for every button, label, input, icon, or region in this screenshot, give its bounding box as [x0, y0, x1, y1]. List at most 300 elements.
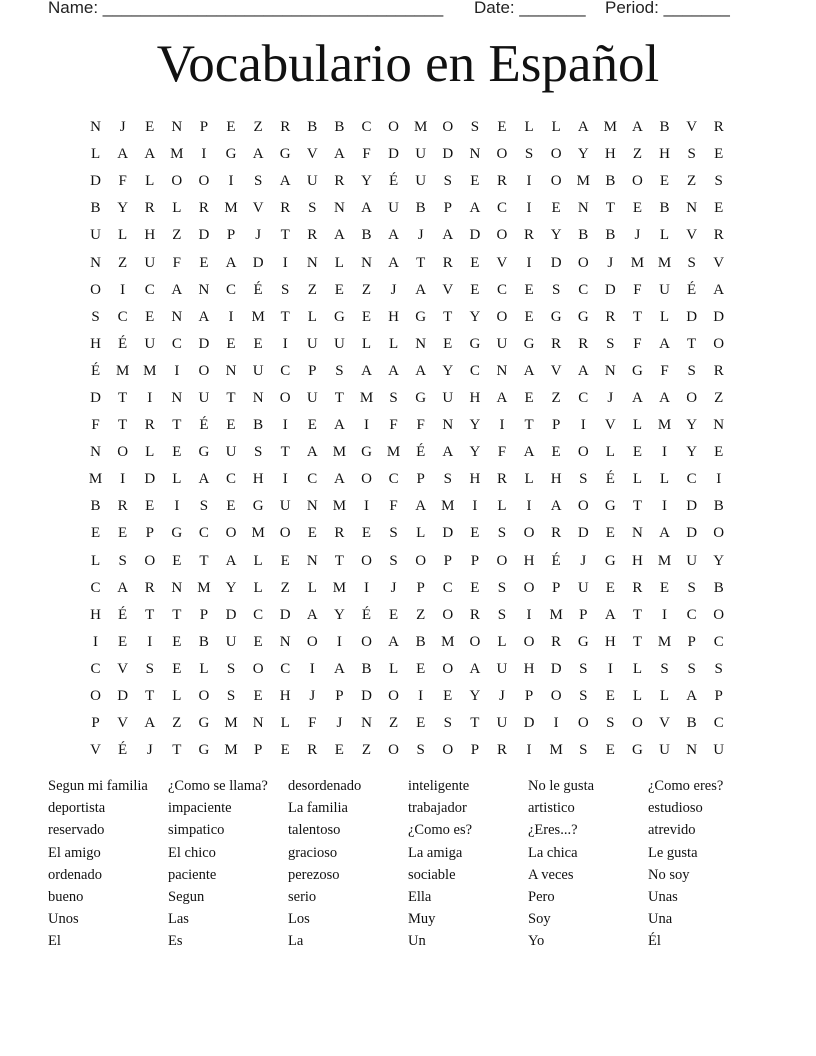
grid-letter[interactable]: L — [172, 688, 182, 705]
grid-letter[interactable]: G — [550, 308, 562, 325]
grid-letter[interactable]: A — [333, 471, 345, 488]
grid-letter[interactable]: R — [442, 254, 453, 271]
grid-letter[interactable]: E — [443, 335, 453, 352]
grid-letter[interactable]: R — [280, 119, 291, 136]
grid-letter[interactable]: H — [550, 471, 562, 488]
grid-letter[interactable]: S — [281, 281, 290, 298]
grid-letter[interactable]: E — [470, 281, 480, 298]
grid-letter[interactable]: R — [713, 227, 724, 244]
grid-letter[interactable]: O — [523, 525, 535, 542]
grid-letter[interactable]: O — [713, 335, 725, 352]
grid-letter[interactable]: S — [551, 281, 561, 298]
grid-letter[interactable]: G — [604, 498, 616, 515]
grid-letter[interactable]: M — [630, 254, 645, 271]
grid-letter[interactable]: M — [657, 254, 672, 271]
grid-letter[interactable]: E — [172, 552, 182, 569]
grid-letter[interactable]: U — [442, 389, 454, 406]
grid-letter[interactable]: I — [363, 498, 369, 515]
grid-letter[interactable]: P — [199, 119, 209, 136]
grid-letter[interactable]: I — [201, 146, 207, 163]
grid-letter[interactable]: C — [307, 471, 318, 488]
grid-letter[interactable]: A — [604, 606, 616, 623]
grid-letter[interactable]: A — [388, 227, 399, 244]
grid-letter[interactable]: F — [497, 444, 507, 461]
grid-letter[interactable]: B — [307, 119, 318, 136]
grid-letter[interactable]: O — [496, 308, 508, 325]
grid-letter[interactable]: I — [526, 498, 532, 515]
grid-letter[interactable]: J — [417, 227, 424, 244]
grid-letter[interactable]: B — [253, 417, 264, 434]
grid-letter[interactable]: M — [441, 633, 455, 650]
grid-letter[interactable]: L — [551, 119, 561, 136]
grid-letter[interactable]: É — [253, 281, 263, 298]
grid-letter[interactable]: B — [605, 173, 616, 190]
grid-letter[interactable]: E — [524, 281, 534, 298]
grid-letter[interactable]: B — [713, 579, 724, 596]
grid-letter[interactable]: R — [198, 200, 209, 217]
grid-letter[interactable]: M — [657, 552, 672, 569]
grid-letter[interactable]: D — [388, 146, 399, 163]
grid-letter[interactable]: S — [714, 660, 723, 677]
grid-letter[interactable]: H — [469, 389, 481, 406]
grid-letter[interactable]: É — [90, 362, 101, 379]
grid-letter[interactable]: V — [252, 200, 264, 217]
grid-letter[interactable]: F — [118, 173, 127, 190]
grid-letter[interactable]: O — [198, 688, 210, 705]
grid-letter[interactable]: P — [687, 633, 696, 650]
grid-letter[interactable]: P — [470, 742, 480, 759]
grid-letter[interactable]: É — [551, 552, 561, 569]
grid-letter[interactable]: O — [496, 146, 508, 163]
grid-letter[interactable]: P — [145, 525, 154, 542]
grid-letter[interactable]: G — [415, 308, 427, 325]
grid-letter[interactable]: A — [523, 444, 535, 461]
grid-letter[interactable]: C — [496, 200, 507, 217]
grid-letter[interactable]: U — [388, 200, 399, 217]
grid-letter[interactable]: Y — [117, 200, 129, 217]
grid-letter[interactable]: M — [414, 119, 428, 136]
grid-letter[interactable]: V — [686, 227, 698, 244]
grid-letter[interactable]: A — [577, 119, 589, 136]
grid-letter[interactable]: E — [172, 444, 182, 461]
grid-letter[interactable]: A — [333, 227, 345, 244]
grid-letter[interactable]: L — [416, 525, 426, 542]
grid-letter[interactable]: I — [120, 281, 126, 298]
grid-letter[interactable]: Z — [551, 389, 561, 406]
grid-letter[interactable]: E — [524, 308, 534, 325]
grid-letter[interactable]: A — [659, 335, 670, 352]
grid-letter[interactable]: E — [145, 308, 155, 325]
grid-letter[interactable]: A — [252, 146, 264, 163]
grid-letter[interactable]: H — [252, 471, 264, 488]
grid-letter[interactable]: N — [306, 498, 318, 515]
grid-letter[interactable]: V — [117, 660, 129, 677]
grid-letter[interactable]: O — [713, 525, 725, 542]
grid-letter[interactable]: O — [469, 633, 481, 650]
grid-letter[interactable]: R — [334, 525, 345, 542]
grid-letter[interactable]: M — [549, 606, 563, 623]
grid-letter[interactable]: B — [415, 633, 426, 650]
grid-letter[interactable]: A — [333, 146, 345, 163]
grid-letter[interactable]: S — [524, 146, 534, 163]
grid-letter[interactable]: P — [551, 417, 561, 434]
grid-letter[interactable]: C — [496, 281, 507, 298]
grid-letter[interactable]: A — [388, 362, 399, 379]
grid-letter[interactable]: Z — [280, 579, 290, 596]
grid-letter[interactable]: O — [279, 389, 291, 406]
grid-letter[interactable]: A — [523, 362, 535, 379]
grid-letter[interactable]: P — [470, 552, 480, 569]
grid-letter[interactable]: S — [606, 715, 615, 732]
grid-letter[interactable]: J — [499, 688, 505, 705]
grid-letter[interactable]: A — [415, 281, 427, 298]
grid-letter[interactable]: L — [361, 335, 372, 352]
grid-letter[interactable]: U — [90, 227, 101, 244]
grid-letter[interactable]: L — [90, 552, 101, 569]
grid-letter[interactable]: O — [577, 444, 589, 461]
grid-letter[interactable]: A — [659, 389, 670, 406]
grid-letter[interactable]: J — [390, 579, 397, 596]
grid-letter[interactable]: O — [90, 688, 101, 705]
grid-letter[interactable]: C — [90, 660, 101, 677]
grid-letter[interactable]: G — [632, 742, 643, 759]
grid-letter[interactable]: N — [496, 362, 508, 379]
grid-letter[interactable]: I — [282, 335, 288, 352]
grid-letter[interactable]: R — [713, 119, 724, 136]
grid-letter[interactable]: C — [90, 579, 101, 596]
grid-letter[interactable]: U — [686, 552, 698, 569]
grid-letter[interactable]: T — [172, 417, 182, 434]
grid-letter[interactable]: M — [115, 362, 130, 379]
grid-letter[interactable]: E — [253, 688, 263, 705]
grid-letter[interactable]: O — [523, 579, 535, 596]
grid-letter[interactable]: E — [118, 525, 128, 542]
grid-letter[interactable]: L — [632, 417, 642, 434]
grid-letter[interactable]: L — [388, 660, 399, 677]
grid-letter[interactable]: M — [657, 417, 672, 434]
grid-letter[interactable]: F — [91, 417, 100, 434]
grid-letter[interactable]: M — [549, 742, 563, 759]
grid-letter[interactable]: I — [363, 417, 369, 434]
grid-letter[interactable]: C — [686, 606, 697, 623]
grid-letter[interactable]: Y — [577, 146, 589, 163]
grid-letter[interactable]: R — [144, 200, 155, 217]
grid-letter[interactable]: U — [496, 715, 508, 732]
grid-letter[interactable]: A — [469, 200, 481, 217]
grid-letter[interactable]: N — [306, 254, 318, 271]
grid-letter[interactable]: T — [416, 254, 426, 271]
grid-letter[interactable]: N — [333, 200, 345, 217]
grid-letter[interactable]: S — [443, 173, 452, 190]
grid-letter[interactable]: M — [657, 633, 672, 650]
grid-letter[interactable]: I — [526, 254, 532, 271]
grid-letter[interactable]: S — [687, 362, 696, 379]
grid-letter[interactable]: E — [524, 389, 534, 406]
grid-letter[interactable]: Y — [550, 227, 562, 244]
grid-letter[interactable]: S — [687, 660, 696, 677]
grid-letter[interactable]: I — [93, 633, 99, 650]
grid-letter[interactable]: É — [199, 417, 209, 434]
grid-letter[interactable]: É — [118, 742, 128, 759]
grid-letter[interactable]: S — [687, 579, 696, 596]
grid-letter[interactable]: I — [418, 688, 424, 705]
grid-letter[interactable]: O — [198, 173, 210, 190]
grid-letter[interactable]: J — [580, 552, 587, 569]
grid-letter[interactable]: S — [145, 660, 154, 677]
grid-letter[interactable]: E — [361, 308, 372, 325]
grid-letter[interactable]: N — [713, 417, 725, 434]
grid-letter[interactable]: R — [144, 579, 155, 596]
grid-letter[interactable]: I — [526, 606, 532, 623]
grid-letter[interactable]: T — [280, 308, 290, 325]
grid-letter[interactable]: F — [362, 146, 371, 163]
grid-letter[interactable]: F — [660, 362, 669, 379]
grid-letter[interactable]: D — [361, 688, 372, 705]
grid-letter[interactable]: H — [632, 552, 643, 569]
grid-letter[interactable]: O — [144, 552, 156, 569]
grid-letter[interactable]: D — [686, 525, 698, 542]
grid-letter[interactable]: L — [280, 715, 290, 732]
grid-letter[interactable]: E — [388, 606, 399, 623]
grid-letter[interactable]: L — [659, 308, 670, 325]
grid-letter[interactable]: L — [497, 633, 507, 650]
grid-letter[interactable]: I — [526, 742, 532, 759]
grid-letter[interactable]: A — [117, 579, 129, 596]
grid-letter[interactable]: E — [199, 254, 209, 271]
grid-letter[interactable]: H — [144, 227, 156, 244]
grid-letter[interactable]: A — [442, 227, 454, 244]
grid-letter[interactable]: L — [659, 688, 670, 705]
grid-letter[interactable]: N — [279, 633, 291, 650]
grid-letter[interactable]: C — [144, 281, 155, 298]
grid-letter[interactable]: U — [415, 173, 427, 190]
grid-letter[interactable]: N — [306, 552, 318, 569]
grid-letter[interactable]: G — [171, 525, 183, 542]
grid-letter[interactable]: É — [361, 606, 372, 623]
grid-letter[interactable]: T — [280, 444, 290, 461]
grid-letter[interactable]: A — [659, 525, 670, 542]
grid-letter[interactable]: E — [280, 742, 290, 759]
grid-letter[interactable]: B — [659, 200, 670, 217]
grid-letter[interactable]: T — [470, 715, 480, 732]
grid-letter[interactable]: E — [497, 119, 507, 136]
grid-letter[interactable]: C — [686, 471, 697, 488]
grid-letter[interactable]: J — [336, 715, 343, 732]
grid-letter[interactable]: S — [470, 119, 480, 136]
grid-letter[interactable]: Z — [172, 715, 182, 732]
grid-letter[interactable]: R — [551, 335, 562, 352]
grid-letter[interactable]: O — [117, 444, 129, 461]
grid-letter[interactable]: S — [226, 688, 236, 705]
grid-letter[interactable]: G — [469, 335, 481, 352]
grid-letter[interactable]: J — [309, 688, 316, 705]
grid-letter[interactable]: B — [659, 119, 670, 136]
grid-letter[interactable]: D — [550, 660, 562, 677]
grid-letter[interactable]: L — [524, 119, 534, 136]
grid-letter[interactable]: I — [580, 417, 586, 434]
grid-letter[interactable]: A — [306, 444, 318, 461]
grid-letter[interactable]: U — [306, 173, 318, 190]
grid-letter[interactable]: U — [144, 254, 156, 271]
grid-letter[interactable]: A — [117, 146, 129, 163]
grid-letter[interactable]: L — [497, 498, 507, 515]
grid-letter[interactable]: M — [224, 742, 238, 759]
grid-letter[interactable]: R — [713, 362, 724, 379]
grid-letter[interactable]: S — [389, 525, 398, 542]
grid-letter[interactable]: S — [308, 200, 317, 217]
grid-letter[interactable]: A — [198, 308, 210, 325]
grid-letter[interactable]: O — [523, 633, 535, 650]
grid-letter[interactable]: A — [415, 498, 427, 515]
grid-letter[interactable]: B — [90, 200, 101, 217]
grid-letter[interactable]: A — [361, 362, 372, 379]
grid-letter[interactable]: R — [280, 200, 291, 217]
grid-letter[interactable]: C — [226, 281, 237, 298]
grid-letter[interactable]: U — [496, 335, 508, 352]
grid-letter[interactable]: N — [198, 281, 210, 298]
grid-letter[interactable]: I — [607, 660, 613, 677]
grid-letter[interactable]: B — [334, 119, 345, 136]
grid-letter[interactable]: Y — [469, 308, 481, 325]
grid-letter[interactable]: P — [524, 688, 534, 705]
grid-letter[interactable]: U — [333, 335, 345, 352]
grid-letter[interactable]: I — [228, 308, 234, 325]
grid-letter[interactable]: É — [118, 606, 128, 623]
grid-letter[interactable]: V — [686, 119, 698, 136]
grid-letter[interactable]: N — [415, 335, 427, 352]
grid-letter[interactable]: B — [605, 227, 616, 244]
grid-letter[interactable]: J — [146, 742, 153, 759]
grid-letter[interactable]: C — [253, 606, 264, 623]
grid-letter[interactable]: H — [279, 688, 291, 705]
grid-letter[interactable]: S — [579, 660, 588, 677]
grid-letter[interactable]: C — [280, 660, 291, 677]
grid-letter[interactable]: Y — [469, 688, 481, 705]
grid-letter[interactable]: O — [388, 688, 399, 705]
grid-letter[interactable]: I — [120, 471, 126, 488]
grid-letter[interactable]: V — [442, 281, 454, 298]
grid-letter[interactable]: M — [603, 119, 617, 136]
grid-letter[interactable]: D — [117, 688, 129, 705]
grid-letter[interactable]: O — [577, 254, 589, 271]
grid-letter[interactable]: I — [336, 633, 342, 650]
grid-letter[interactable]: E — [551, 200, 561, 217]
grid-letter[interactable]: N — [171, 308, 183, 325]
grid-letter[interactable]: D — [225, 606, 237, 623]
grid-letter[interactable]: A — [198, 471, 210, 488]
grid-letter[interactable]: O — [415, 552, 427, 569]
grid-letter[interactable]: T — [632, 498, 642, 515]
grid-letter[interactable]: U — [659, 281, 670, 298]
grid-letter[interactable]: P — [226, 227, 236, 244]
grid-letter[interactable]: U — [496, 660, 508, 677]
grid-letter[interactable]: A — [333, 660, 345, 677]
grid-letter[interactable]: I — [363, 579, 369, 596]
grid-letter[interactable]: L — [632, 660, 642, 677]
grid-letter[interactable]: Y — [469, 417, 481, 434]
grid-letter[interactable]: T — [632, 633, 642, 650]
grid-letter[interactable]: J — [390, 281, 397, 298]
grid-letter[interactable]: J — [634, 227, 641, 244]
grid-letter[interactable]: S — [253, 444, 263, 461]
grid-letter[interactable]: D — [713, 308, 725, 325]
grid-letter[interactable]: F — [389, 417, 398, 434]
grid-letter[interactable]: D — [604, 281, 616, 298]
grid-letter[interactable]: C — [117, 308, 128, 325]
grid-letter[interactable]: L — [90, 146, 101, 163]
grid-letter[interactable]: R — [524, 227, 535, 244]
grid-letter[interactable]: C — [388, 471, 399, 488]
grid-letter[interactable]: O — [550, 146, 562, 163]
grid-letter[interactable]: T — [687, 335, 697, 352]
grid-letter[interactable]: Z — [307, 281, 317, 298]
grid-letter[interactable]: D — [90, 173, 101, 190]
grid-letter[interactable]: G — [333, 308, 345, 325]
grid-letter[interactable]: M — [576, 173, 590, 190]
grid-letter[interactable]: P — [551, 579, 561, 596]
grid-letter[interactable]: T — [145, 688, 155, 705]
grid-letter[interactable]: C — [713, 715, 724, 732]
grid-letter[interactable]: U — [225, 633, 237, 650]
grid-letter[interactable]: B — [713, 498, 724, 515]
grid-letter[interactable]: E — [145, 119, 155, 136]
grid-letter[interactable]: L — [253, 552, 263, 569]
grid-letter[interactable]: O — [388, 119, 399, 136]
grid-letter[interactable]: D — [442, 525, 454, 542]
grid-letter[interactable]: C — [469, 362, 480, 379]
grid-letter[interactable]: A — [550, 498, 562, 515]
grid-letter[interactable]: E — [172, 660, 182, 677]
grid-letter[interactable]: E — [714, 444, 724, 461]
grid-letter[interactable]: Z — [361, 281, 372, 298]
grid-letter[interactable]: U — [306, 389, 318, 406]
grid-letter[interactable]: N — [252, 715, 264, 732]
grid-letter[interactable]: L — [632, 688, 642, 705]
grid-letter[interactable]: Z — [172, 227, 182, 244]
grid-letter[interactable]: V — [117, 715, 129, 732]
grid-letter[interactable]: R — [334, 173, 345, 190]
grid-letter[interactable]: B — [90, 498, 101, 515]
grid-letter[interactable]: C — [226, 471, 237, 488]
grid-letter[interactable]: O — [496, 227, 508, 244]
grid-letter[interactable]: S — [497, 579, 507, 596]
grid-letter[interactable]: B — [198, 633, 209, 650]
grid-letter[interactable]: I — [282, 471, 288, 488]
grid-letter[interactable]: C — [280, 362, 291, 379]
grid-letter[interactable]: L — [605, 444, 615, 461]
grid-letter[interactable]: O — [361, 633, 372, 650]
grid-letter[interactable]: P — [308, 362, 317, 379]
grid-letter[interactable]: E — [145, 498, 155, 515]
grid-letter[interactable]: E — [172, 633, 182, 650]
grid-letter[interactable]: H — [469, 471, 481, 488]
grid-letter[interactable]: L — [659, 471, 670, 488]
grid-letter[interactable]: G — [632, 362, 643, 379]
grid-letter[interactable]: A — [388, 254, 399, 271]
period-line[interactable]: Period: _______ — [605, 0, 730, 17]
grid-letter[interactable]: E — [416, 715, 426, 732]
grid-letter[interactable]: H — [523, 660, 535, 677]
grid-letter[interactable]: T — [334, 389, 344, 406]
grid-letter[interactable]: E — [605, 579, 615, 596]
grid-letter[interactable]: S — [199, 498, 209, 515]
grid-letter[interactable]: C — [578, 281, 589, 298]
word-search-grid[interactable] — [82, 114, 732, 764]
grid-letter[interactable]: S — [497, 525, 507, 542]
grid-letter[interactable]: T — [199, 552, 209, 569]
grid-letter[interactable]: É — [416, 444, 426, 461]
grid-letter[interactable]: N — [171, 119, 183, 136]
